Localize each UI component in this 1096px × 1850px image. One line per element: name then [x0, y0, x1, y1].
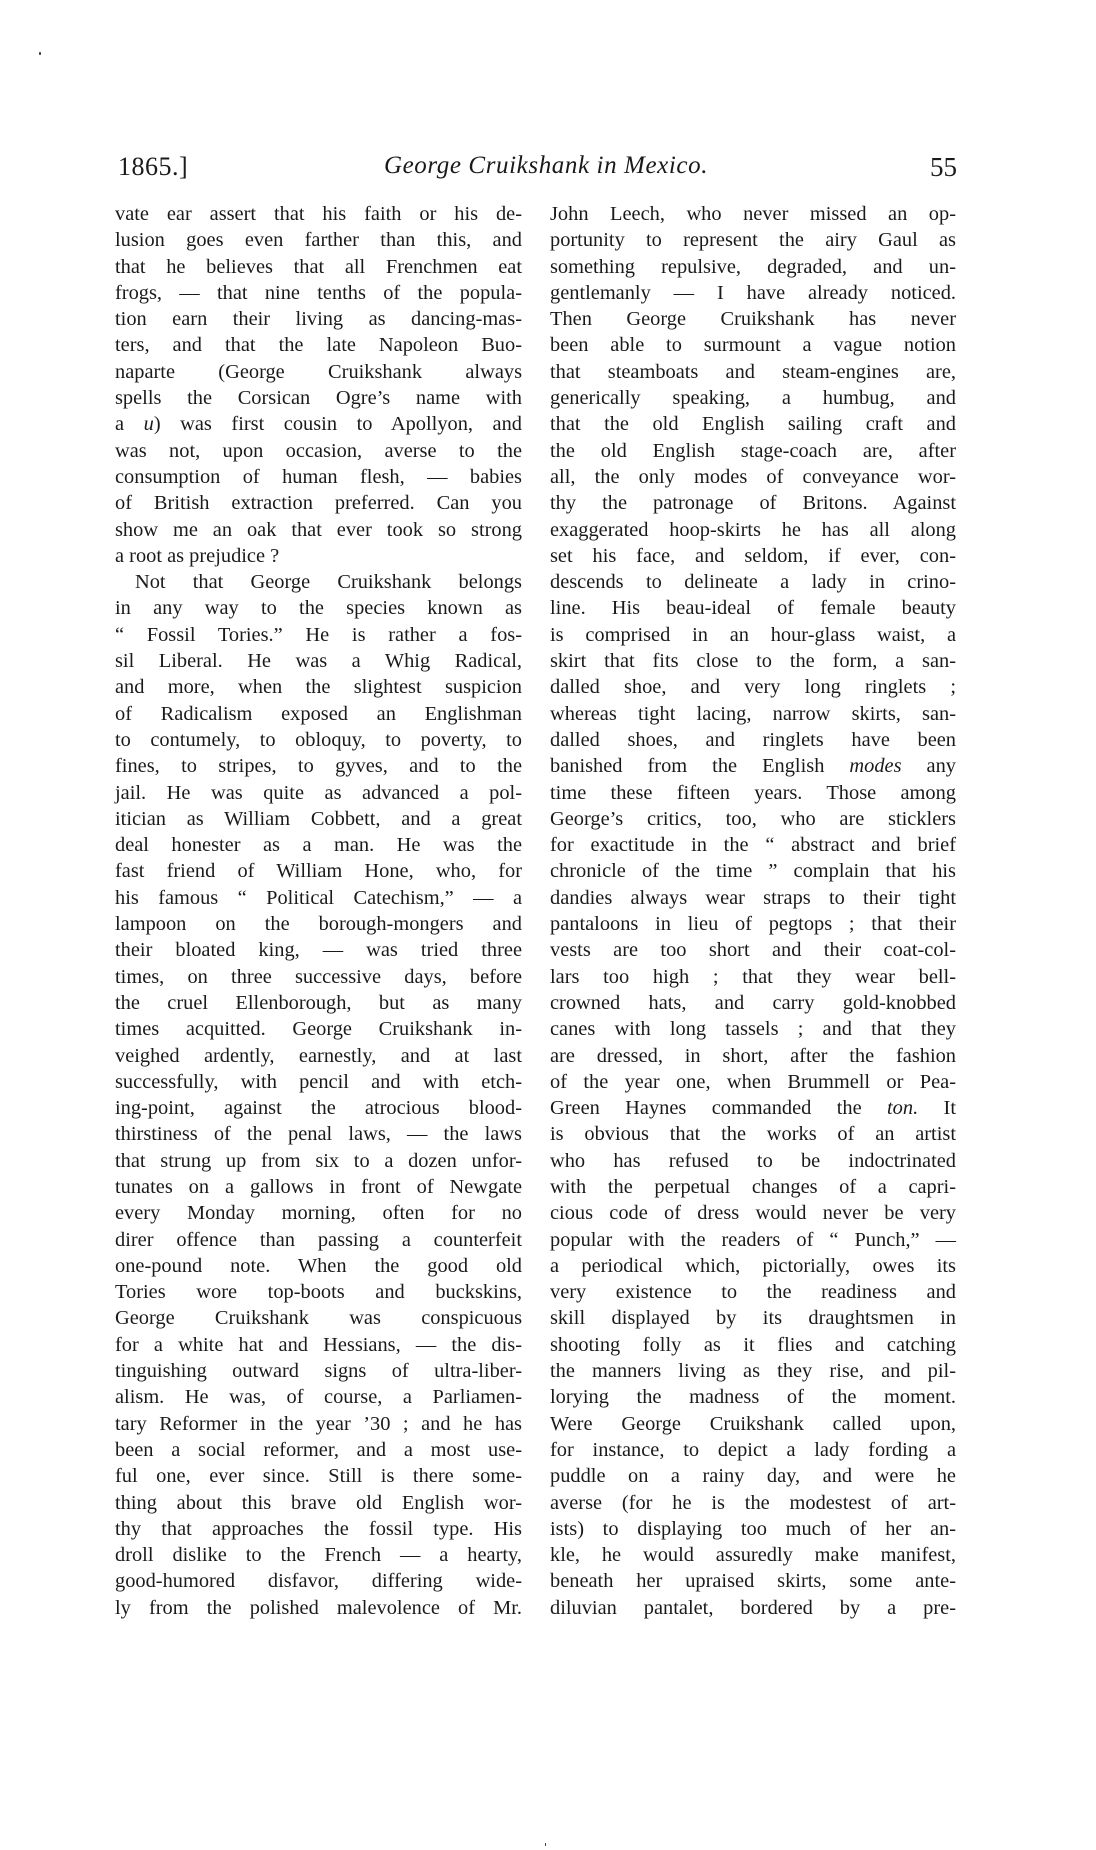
- text-line: successfully, with pencil and with etch-: [115, 1070, 522, 1093]
- text-line: who has refused to be indoctrinated: [550, 1149, 956, 1172]
- text-line: all, the only modes of conveyance wor-: [550, 465, 956, 488]
- text-line: veighed ardently, earnestly, and at last: [115, 1044, 522, 1067]
- text-line: for instance, to depict a lady fording a: [550, 1438, 956, 1461]
- text-line: are dressed, in short, after the fashion: [550, 1044, 956, 1067]
- text-line: line. His beau-ideal of female beauty: [550, 597, 956, 620]
- text-line: lampoon on the borough-mongers and: [115, 913, 522, 936]
- text-line: banished from the English modes any: [550, 755, 956, 778]
- stray-ink-mark: [39, 52, 41, 55]
- text-line: was not, upon occasion, averse to the: [115, 439, 522, 462]
- text-line: times, on three successive days, before: [115, 965, 522, 988]
- text-line: the manners living as they rise, and pil-: [550, 1360, 956, 1383]
- text-line: of the year one, when Brummell or Pea-: [550, 1070, 956, 1093]
- text-line: been able to surmount a vague notion: [550, 334, 956, 357]
- right-text-column: [550, 201, 956, 1621]
- text-line: for exactitude in the “ abstract and brief: [550, 834, 956, 857]
- text-line: in any way to the species known as: [115, 597, 522, 620]
- text-line: set his face, and seldom, if ever, con-: [550, 544, 956, 567]
- text-line: portunity to represent the airy Gaul as: [550, 229, 956, 252]
- text-line: tion earn their living as dancing-mas-: [115, 308, 522, 331]
- text-line: their bloated king, — was tried three: [115, 939, 522, 962]
- text-line: droll dislike to the French — a hearty,: [115, 1544, 522, 1567]
- text-line: to contumely, to obloquy, to poverty, to: [115, 728, 522, 751]
- text-line: fast friend of William Hone, who, for: [115, 860, 522, 883]
- text-line: Not that George Cruikshank belongs: [135, 571, 522, 594]
- text-line: a u) was first cousin to Apollyon, and: [115, 413, 522, 436]
- text-line: tunates on a gallows in front of Newgate: [115, 1175, 522, 1198]
- text-line: averse (for he is the modestest of art-: [550, 1491, 956, 1514]
- text-line: thy that approaches the fossil type. His: [115, 1517, 522, 1540]
- text-line: lorying the madness of the moment.: [550, 1386, 956, 1409]
- text-line: skill displayed by its draughtsmen in: [550, 1307, 956, 1330]
- text-line: pantaloons in lieu of pegtops ; that their: [550, 913, 956, 936]
- text-line: George Cruikshank was conspicuous: [115, 1307, 522, 1330]
- running-head-title: George Cruikshank in Mexico.: [383, 152, 709, 179]
- text-line: Tories wore top-boots and buckskins,: [115, 1281, 522, 1304]
- text-line: the cruel Ellenborough, but as many: [115, 991, 522, 1014]
- text-line: crowned hats, and carry gold-knobbed: [550, 991, 956, 1014]
- text-line: time these fifteen years. Those among: [550, 781, 956, 804]
- left-text-column: [115, 201, 522, 1621]
- page-number: 55: [930, 152, 957, 182]
- text-line: ters, and that the late Napoleon Buo-: [115, 334, 522, 357]
- text-line: dalled shoes, and ringlets have been: [550, 728, 956, 751]
- text-line: consumption of human flesh, — babies: [115, 465, 522, 488]
- running-head-year: 1865.]: [118, 152, 189, 181]
- text-line: thy the patronage of Britons. Against: [550, 492, 956, 515]
- text-line: George’s critics, too, who are sticklers: [550, 807, 956, 830]
- text-line: the old English stage-coach are, after: [550, 439, 956, 462]
- text-line: kle, he would assuredly make manifest,: [550, 1544, 956, 1567]
- text-line: with the perpetual changes of a capri-: [550, 1175, 956, 1198]
- text-line: ing-point, against the atrocious blood-: [115, 1097, 522, 1120]
- text-line: is comprised in an hour-glass waist, a: [550, 623, 956, 646]
- text-line: thirstiness of the penal laws, — the laws: [115, 1123, 522, 1146]
- text-line: beneath her upraised skirts, some ante-: [550, 1570, 956, 1593]
- text-line: descends to delineate a lady in crino-: [550, 571, 956, 594]
- text-line: times acquitted. George Cruikshank in-: [115, 1018, 522, 1041]
- text-line: and more, when the slightest suspicion: [115, 676, 522, 699]
- text-line: been a social reformer, and a most use-: [115, 1438, 522, 1461]
- text-line: exaggerated hoop-skirts he has all along: [550, 518, 956, 541]
- text-line: lars too high ; that they wear bell-: [550, 965, 956, 988]
- text-line: thing about this brave old English wor-: [115, 1491, 522, 1514]
- text-line: cious code of dress would never be very: [550, 1202, 956, 1225]
- text-line: that he believes that all Frenchmen eat: [115, 255, 522, 278]
- stray-ink-mark: [545, 1843, 546, 1846]
- text-line: itician as William Cobbett, and a great: [115, 807, 522, 830]
- text-line: is obvious that the works of an artist: [550, 1123, 956, 1146]
- text-line: spells the Corsican Ogre’s name with: [115, 387, 522, 410]
- text-line: John Leech, who never missed an op-: [550, 203, 956, 225]
- text-line: alism. He was, of course, a Parliamen-: [115, 1386, 522, 1409]
- text-line: every Monday morning, often for no: [115, 1202, 522, 1225]
- text-line: popular with the readers of “ Punch,” —: [550, 1228, 956, 1251]
- text-line: canes with long tassels ; and that they: [550, 1018, 956, 1041]
- text-line: that steamboats and steam-engines are,: [550, 360, 956, 383]
- text-line: Then George Cruikshank has never: [550, 308, 956, 331]
- text-line: his famous “ Political Catechism,” — a: [115, 886, 522, 909]
- text-line: diluvian pantalet, bordered by a pre-: [550, 1596, 956, 1619]
- text-line: that the old English sailing craft and: [550, 413, 956, 436]
- text-line: a root as prejudice ?: [115, 544, 280, 567]
- text-line: naparte (George Cruikshank always: [115, 360, 522, 383]
- text-line: whereas tight lacing, narrow skirts, san-: [550, 702, 956, 725]
- text-line: for a white hat and Hessians, — the dis-: [115, 1333, 522, 1356]
- text-line: a periodical which, pictorially, owes its: [550, 1254, 956, 1277]
- text-line: ful one, ever since. Still is there some-: [115, 1465, 522, 1488]
- text-line: ists) to displaying too much of her an-: [550, 1517, 956, 1540]
- text-line: tary Reformer in the year ’30 ; and he has: [115, 1412, 522, 1435]
- text-line: ly from the polished malevolence of Mr.: [115, 1596, 522, 1619]
- text-line: good-humored disfavor, differing wide-: [115, 1570, 522, 1593]
- text-line: Were George Cruikshank called upon,: [550, 1412, 956, 1435]
- text-line: tinguishing outward signs of ultra-liber-: [115, 1360, 522, 1383]
- text-line: show me an oak that ever took so strong: [115, 518, 522, 541]
- text-line: generically speaking, a humbug, and: [550, 387, 956, 410]
- text-line: dandies always wear straps to their tight: [550, 886, 956, 909]
- text-line: vate ear assert that his faith or his de-: [115, 203, 522, 225]
- text-line: fines, to stripes, to gyves, and to the: [115, 755, 522, 778]
- text-line: sil Liberal. He was a Whig Radical,: [115, 650, 522, 673]
- text-line: gentlemanly — I have already noticed.: [550, 281, 956, 304]
- text-line: one-pound note. When the good old: [115, 1254, 522, 1277]
- text-line: frogs, — that nine tenths of the popula-: [115, 281, 522, 304]
- text-line: skirt that fits close to the form, a san-: [550, 650, 956, 673]
- text-line: jail. He was quite as advanced a pol-: [115, 781, 522, 804]
- text-line: “ Fossil Tories.” He is rather a fos-: [115, 623, 522, 646]
- text-line: of Radicalism exposed an Englishman: [115, 702, 522, 725]
- text-line: direr offence than passing a counterfeit: [115, 1228, 522, 1251]
- text-line: dalled shoe, and very long ringlets ;: [550, 676, 956, 699]
- text-line: lusion goes even farther than this, and: [115, 229, 522, 252]
- text-line: that strung up from six to a dozen unfor-: [115, 1149, 522, 1172]
- text-line: vests are too short and their coat-col-: [550, 939, 956, 962]
- text-line: deal honester as a man. He was the: [115, 834, 522, 857]
- text-line: something repulsive, degraded, and un-: [550, 255, 956, 278]
- text-line: very existence to the readiness and: [550, 1281, 956, 1304]
- text-line: puddle on a rainy day, and were he: [550, 1465, 956, 1488]
- italic-term: u: [143, 413, 154, 436]
- text-line: of British extraction preferred. Can you: [115, 492, 522, 515]
- text-line: shooting folly as it flies and catching: [550, 1333, 956, 1356]
- italic-term: modes: [849, 755, 902, 778]
- text-line: chronicle of the time ” complain that his: [550, 860, 956, 883]
- text-line: Green Haynes commanded the ton. It: [550, 1097, 956, 1120]
- running-head: [115, 152, 957, 192]
- italic-term: ton.: [887, 1097, 919, 1120]
